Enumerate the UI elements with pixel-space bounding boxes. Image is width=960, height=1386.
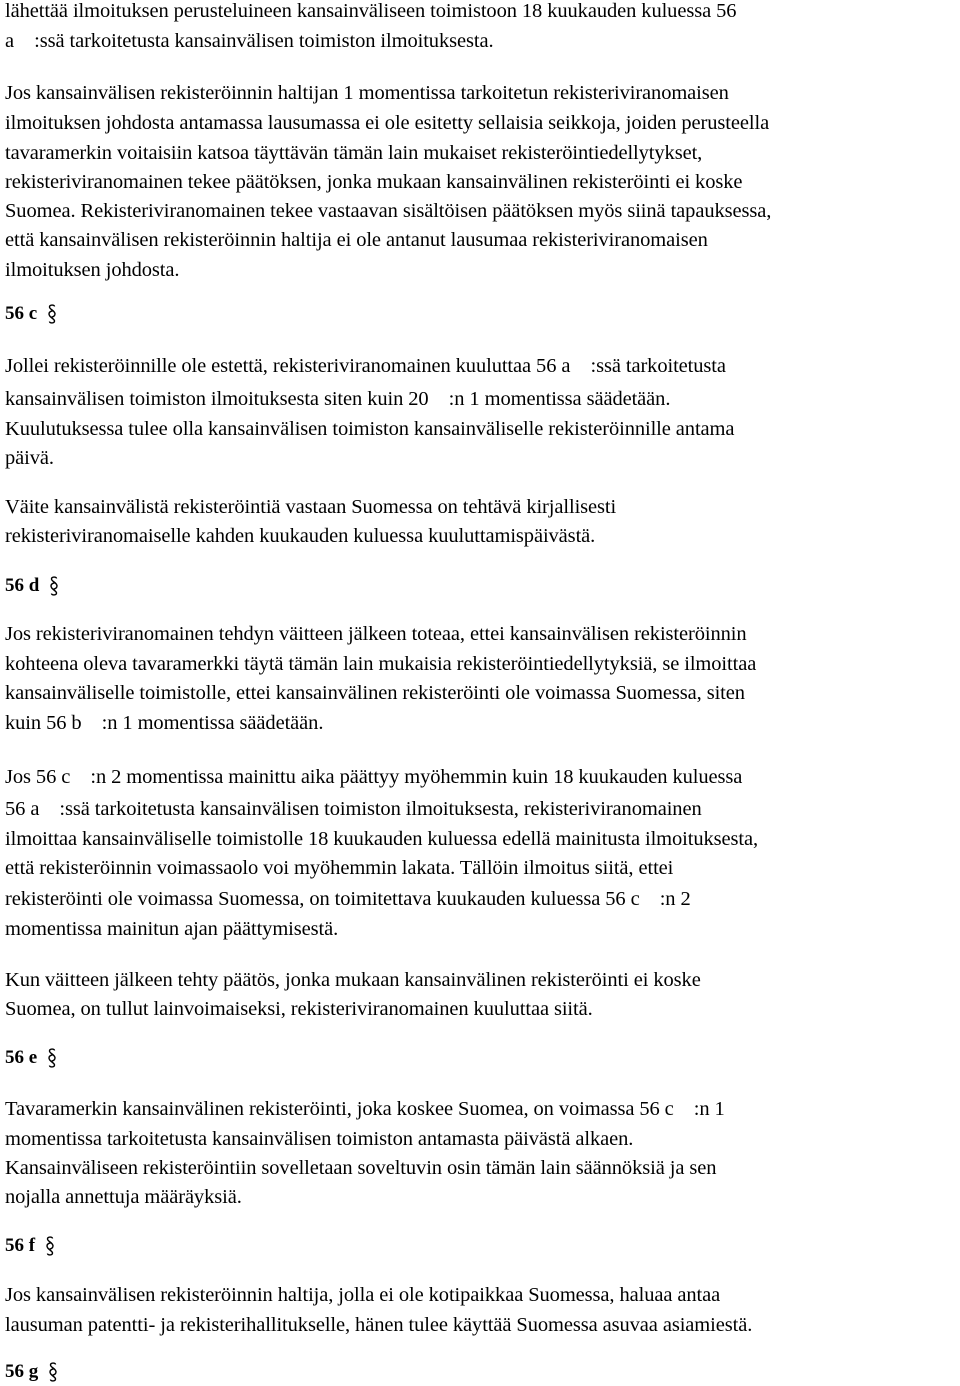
text-line: 56 a :ssä tarkoitetusta kansainvälisen toimiston ilmoituksesta, rekisteriviranomainen: [5, 798, 702, 820]
section-heading: [5, 1358, 58, 1386]
section-heading: [5, 1044, 57, 1072]
text-line: kansainvälisen toimiston ilmoituksesta siten kuin 20 :n 1 momentissa säädetään.: [5, 388, 671, 410]
text-line: ilmoituksen johdosta.: [5, 259, 180, 281]
section-number: 56 c: [5, 303, 38, 324]
text-line: ilmoituksen johdosta antamassa lausumassa ei ole esitetty sellaisia seikkoja, joiden perusteella: [5, 112, 770, 134]
text-line: rekisteröinti ole voimassa Suomessa, on toimitettava kuukauden kuluessa 56 c :n 2: [5, 888, 691, 910]
text-line: kansainväliselle toimistolle, ettei kansainvälinen rekisteröinti ole voimassa Suomessa, siten: [5, 682, 745, 704]
section-sign-icon: [47, 303, 57, 325]
text-line: että rekisteröinnin voimassaolo voi myöhemmin lakata. Tällöin ilmoitus siitä, ettei: [5, 857, 674, 879]
section-heading: [5, 1232, 55, 1260]
section-number: 56 f: [5, 1235, 36, 1256]
section-sign-icon: [48, 1361, 58, 1383]
text-line: että kansainvälisen rekisteröinnin haltija ei ole antanut lausumaa rekisteriviranomaisen: [5, 229, 708, 251]
text-line: Jos kansainvälisen rekisteröinnin haltijan 1 momentissa tarkoitetun rekisteriviranomaisen: [5, 82, 729, 104]
text-line: Jos rekisteriviranomainen tehdyn väitteen jälkeen toteaa, ettei kansainvälisen rekisteröinnin: [5, 623, 747, 645]
section-number: 56 d: [5, 575, 40, 596]
text-line: rekisteriviranomainen tekee päätöksen, jonka mukaan kansainvälinen rekisteröinti ei koske: [5, 171, 743, 193]
text-line: Tavaramerkin kansainvälinen rekisteröinti, joka koskee Suomea, on voimassa 56 c :n 1: [5, 1098, 725, 1120]
text-line: Jos kansainvälisen rekisteröinnin haltija, jolla ei ole kotipaikkaa Suomessa, haluaa antaa: [5, 1284, 721, 1306]
text-line: momentissa tarkoitetusta kansainvälisen toimiston antamasta päivästä alkaen.: [5, 1128, 634, 1150]
text-line: kohteena oleva tavaramerkki täytä tämän lain mukaisia rekisteröintiedellytyksiä, se ilmoittaa: [5, 653, 757, 675]
text-line: a :ssä tarkoitetusta kansainvälisen toimiston ilmoituksesta.: [5, 30, 494, 52]
text-line: rekisteriviranomaiselle kahden kuukauden kuluessa kuuluttamispäivästä.: [5, 525, 596, 547]
text-line: Kuulutuksessa tulee olla kansainvälisen toimiston kansainväliselle rekisteröinnille antama: [5, 418, 735, 440]
text-line: Jollei rekisteröinnille ole estettä, rekisteriviranomainen kuuluttaa 56 a :ssä tarkoitetusta: [5, 355, 726, 377]
text-line: Suomea. Rekisteriviranomainen tekee vastaavan sisältöisen päätöksen myös siinä tapauksessa,: [5, 200, 772, 222]
text-line: lausuman patentti- ja rekisterihallitukselle, hänen tulee käyttää Suomessa asuvaa asiamiestä.: [5, 1314, 753, 1336]
section-number: 56 e: [5, 1047, 38, 1068]
section-sign-icon: [49, 575, 59, 597]
text-line: päivä.: [5, 447, 54, 469]
section-heading: [5, 572, 59, 600]
text-line: nojalla annettuja määräyksiä.: [5, 1186, 242, 1208]
text-line: Jos 56 c :n 2 momentissa mainittu aika päättyy myöhemmin kuin 18 kuukauden kuluessa: [5, 766, 743, 788]
text-line: Kansainväliseen rekisteröintiin sovelletaan soveltuvin osin tämän lain säännöksiä ja sen: [5, 1157, 717, 1179]
text-line: Väite kansainvälistä rekisteröintiä vastaan Suomessa on tehtävä kirjallisesti: [5, 496, 617, 518]
section-heading: [5, 300, 57, 328]
text-line: kuin 56 b :n 1 momentissa säädetään.: [5, 712, 324, 734]
section-sign-icon: [45, 1235, 55, 1257]
text-line: Suomea, on tullut lainvoimaiseksi, rekisteriviranomainen kuuluttaa siitä.: [5, 998, 593, 1020]
text-line: ilmoittaa kansainväliselle toimistolle 18 kuukauden kuluessa edellä mainitusta ilmoituksesta,: [5, 828, 759, 850]
text-line: momentissa mainitun ajan päättymisestä.: [5, 918, 339, 940]
text-line: Kun väitteen jälkeen tehty päätös, jonka mukaan kansainvälinen rekisteröinti ei koske: [5, 969, 701, 991]
text-line: lähettää ilmoituksen perusteluineen kansainväliseen toimistoon 18 kuukauden kuluessa 56: [5, 0, 737, 22]
section-number: 56 g: [5, 1361, 39, 1382]
section-sign-icon: [47, 1047, 57, 1069]
text-line: tavaramerkin voitaisiin katsoa täyttävän tämän lain mukaiset rekisteröintiedellytykset,: [5, 142, 703, 164]
